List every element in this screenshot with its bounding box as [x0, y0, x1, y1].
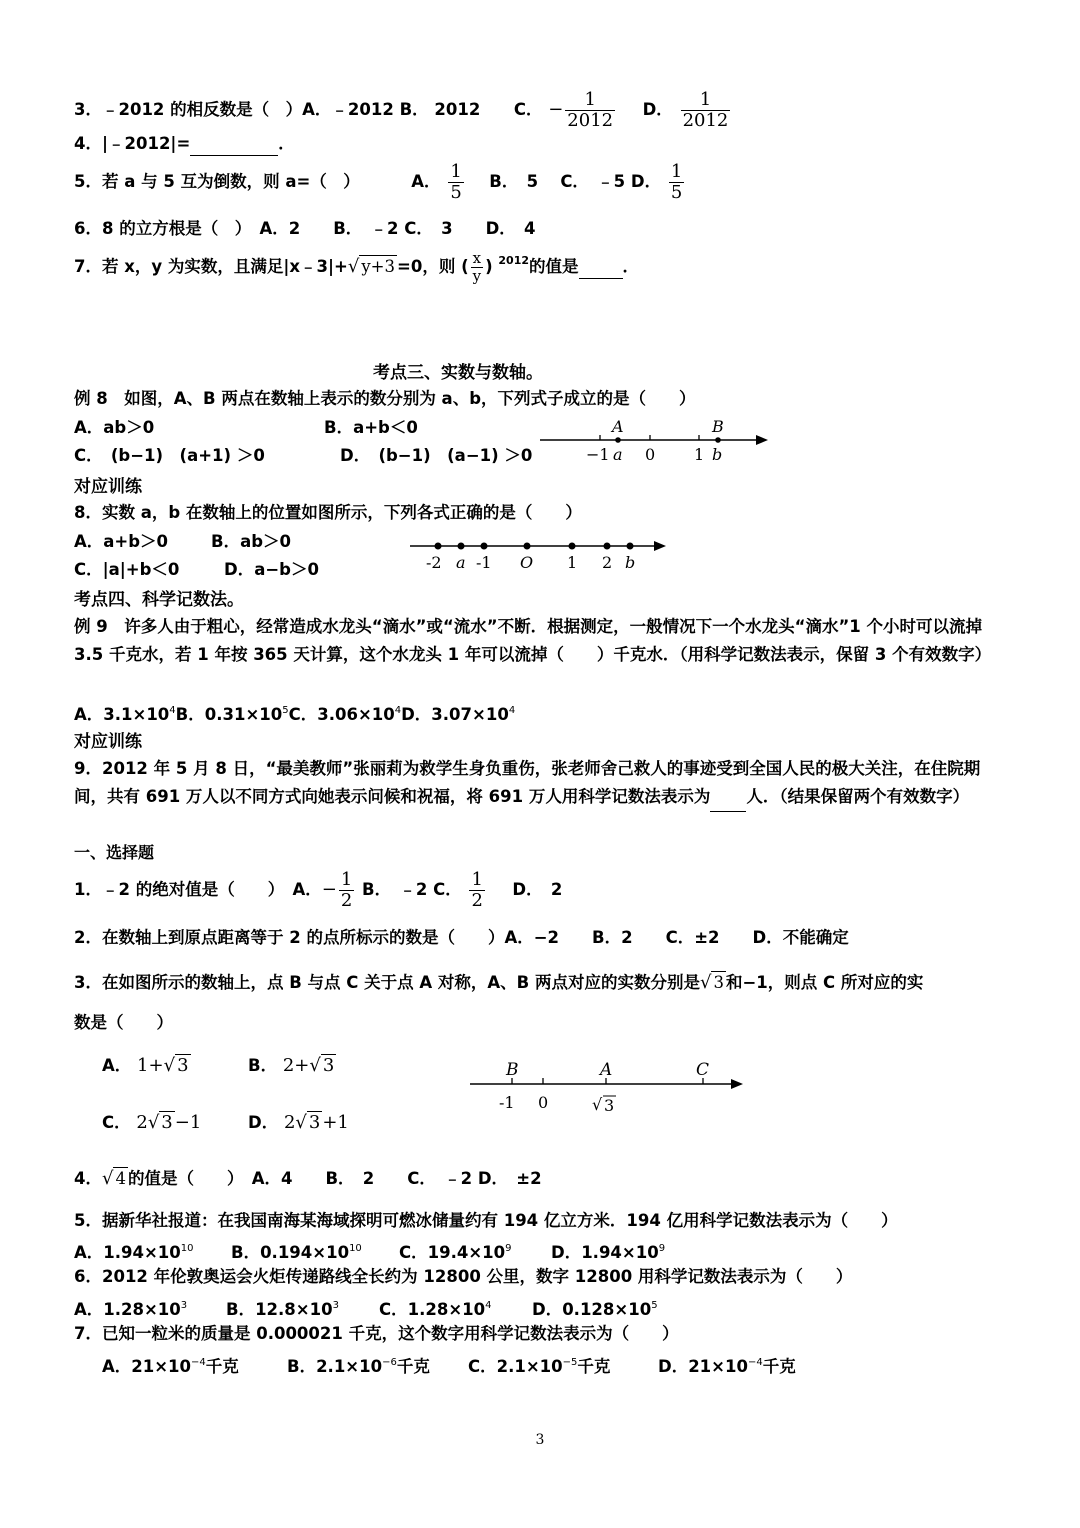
option-a: A．$21\times 10^{-4}$千克 — [102, 1356, 239, 1376]
label-b: b — [625, 553, 636, 572]
question-8-option-d: D．a−b＞0 — [224, 560, 319, 579]
answer-blank — [710, 783, 746, 812]
problem-6-options — [74, 1295, 658, 1321]
option-d: D．$1.94\times 10^9$ — [551, 1242, 666, 1262]
point-b — [627, 543, 634, 550]
answer-blank — [190, 133, 278, 156]
problem-7: 7．已知一粒米的质量是 0.000021 千克，这个数字用科学记数法表示为（ ） — [74, 1324, 679, 1343]
problem-3-option-a: A． 1+√ 3 — [102, 1055, 189, 1076]
problem-5: 5．据新华社报道：在我国南海某海域探明可燃冰储量约有 194 亿立方米．194 亿用科学记数法表示为（ ） — [74, 1211, 898, 1230]
number-line-example-8 — [536, 416, 776, 468]
example-8-option-d: D． (b−1) (a−1) ＞0 — [340, 446, 533, 465]
problem-2: 2．在数轴上到原点距离等于 2 的点所标示的数是（ ）A．−2 B．2 C．±2 D．不能确定 — [74, 928, 849, 947]
question-4a: 4．|﹣2012|= ． — [74, 133, 295, 156]
question-9: 9．2012 年 5 月 8 日，“最美教师”张丽莉为救学生身负重伤，张老师舍己救人的事迹受到全国人民的极大关注，在住院期间，共有 691 万人以不同方式向她表示问候和祝福，将 691 万人用科学记数法表示为 人．（结果保留两个有效数字） — [74, 755, 1012, 812]
label-minus-one: -1 — [499, 1093, 515, 1112]
option-c: C．$2.1\times 10^{-5}$千克 — [468, 1356, 611, 1376]
example-9: 例 9 许多人由于粗心，经常造成水龙头“滴水”或“流水”不断．根据测定，一般情况下一个水龙头“滴水”1 个小时可以流掉 3.5 千克水，若 1 年按 365 天计算，这个水龙头 1 年可以流掉（ ）千克水．（用科学记数法表示，保留 3 个有效数字） — [74, 617, 992, 664]
question-3a: 3．﹣2012 的相反数是（ ）A．﹣2012 B． 2012 C． − $\frac{1}{2012}$ D． $\frac{1}{2012}$ — [74, 89, 729, 131]
problem-3-option-c: C． 2√ 3 −1 — [102, 1112, 202, 1133]
label-A: A — [600, 1060, 613, 1080]
option-a: A．$3.1\times 10^4$ — [74, 704, 176, 724]
answer-blank — [579, 256, 623, 279]
option-d: D．$3.07\times 10^4$ — [401, 704, 516, 724]
problem-1: 1．﹣2 的绝对值是（ ） A．− $\frac{1}{2}$ B． ﹣2 C． $\frac{1}{2}$ D． 2 — [74, 869, 563, 911]
problem-5-options — [74, 1238, 665, 1264]
label-A: A — [612, 417, 624, 436]
point-origin — [524, 543, 531, 550]
option-d: D．$21\times 10^{-4}$千克 — [658, 1356, 796, 1376]
section-heading-3: 考点三、实数与数轴。 — [373, 363, 543, 383]
label-two: 2 — [602, 553, 613, 572]
fraction-d: $\frac{1}{5}$ — [670, 161, 683, 203]
option-b: B．$12.8\times 10^3$ — [226, 1299, 339, 1319]
point-a — [458, 543, 465, 550]
label-one: 1 — [567, 553, 578, 572]
option-b: B．$0.31\times 10^5$ — [175, 704, 289, 724]
label-minus-one: -1 — [476, 553, 492, 572]
page-number: 3 — [535, 1432, 545, 1448]
question-6a: 6．8 的立方根是（ ） A．2 B． ﹣2 C． 3 D． 4 — [74, 219, 536, 238]
fraction-c: $\frac{1}{2}$ — [471, 869, 483, 911]
label-zero: 0 — [645, 445, 656, 464]
fraction-d: $\frac{1}{2012}$ — [682, 89, 729, 131]
option-c: C．$1.28\times 10^4$ — [379, 1299, 492, 1319]
section-heading-4: 考点四、科学记数法。 — [74, 590, 244, 610]
point-minus-one — [481, 543, 488, 550]
option-d: D．$0.128\times 10^5$ — [532, 1299, 658, 1319]
point-b — [715, 437, 721, 443]
question-5a: 5．若 a 与 5 互为倒数，则 a=（ ） A． $\frac{1}{5}$ B． 5 C． ﹣5 D． $\frac{1}{5}$ — [74, 161, 683, 203]
label-B: B — [506, 1060, 519, 1080]
point-two — [604, 543, 611, 550]
question-8-option-a: A．a+b＞0 — [74, 532, 169, 551]
training-heading-2: 对应训练 — [74, 732, 142, 752]
problem-3: 3．在如图所示的数轴上，点 B 与点 C 关于点 A 对称，A、B 两点对应的实数分别是√ 3 和−1，则点 C 所对应的实 — [74, 972, 924, 993]
example-9-options — [74, 700, 515, 726]
fraction-xy: $\frac{x}{y}$ — [472, 249, 482, 285]
point-one — [569, 543, 576, 550]
option-c: C．$3.06\times 10^4$ — [288, 704, 402, 724]
number-line-question-8 — [408, 534, 673, 576]
point-minus-two — [435, 543, 442, 550]
label-sqrt-three-sign: √ — [592, 1095, 603, 1114]
problem-3-option-b: B． 2+√ 3 — [248, 1055, 335, 1076]
part-heading-choice: 一、选择题 — [74, 843, 155, 862]
option-b: B．$0.194\times 10^{10}$ — [231, 1242, 362, 1262]
fraction-c: $\frac{1}{2012}$ — [567, 89, 614, 131]
problem-7-options — [102, 1352, 796, 1378]
label-a: a — [613, 445, 623, 464]
fraction-a: $\frac{1}{2}$ — [340, 869, 353, 911]
question-8: 8．实数 a，b 在数轴上的位置如图所示，下列各式正确的是（ ） — [74, 503, 582, 522]
point-a — [615, 437, 621, 443]
example-8-option-a: A．ab＞0 — [74, 418, 155, 437]
option-b: B．$2.1\times 10^{-6}$千克 — [287, 1356, 430, 1376]
label-C: C — [696, 1060, 710, 1080]
label-minus-one: −1 — [586, 445, 610, 464]
example-8-option-b: B．a+b＜0 — [324, 418, 418, 437]
problem-6: 6．2012 年伦敦奥运会火炬传递路线全长约为 12800 公里，数字 12800 用科学记数法表示为（ ） — [74, 1267, 853, 1286]
label-B: B — [712, 417, 724, 436]
example-8-option-c: C． (b−1) (a+1) ＞0 — [74, 446, 265, 465]
training-heading-1: 对应训练 — [74, 477, 142, 497]
fraction-a: $\frac{1}{5}$ — [450, 161, 462, 203]
label-zero: 0 — [538, 1093, 549, 1112]
example-8: 例 8 如图，A、B 两点在数轴上表示的数分别为 a、b，下列式子成立的是（ ） — [74, 389, 696, 408]
option-a: A．$1.28\times 10^3$ — [74, 1299, 188, 1319]
question-8-option-c: C．|a|+b＜0 — [74, 560, 180, 579]
question-8-option-b: B．ab＞0 — [211, 532, 292, 551]
label-a: a — [456, 553, 466, 572]
problem-3-option-d: D． 2√ 3 +1 — [248, 1112, 349, 1133]
option-a: A．$1.94\times 10^{10}$ — [74, 1242, 194, 1262]
problem-3-line2: 数是（ ） — [74, 1013, 173, 1032]
number-line-problem-3 — [466, 1058, 751, 1120]
label-minus-two: -2 — [426, 553, 442, 572]
option-c: C．$19.4\times 10^9$ — [399, 1242, 512, 1262]
label-origin: O — [520, 553, 534, 572]
question-7a: 7．若 x，y 为实数，且满足|x﹣3|+√ y+3 =0，则 ( $\frac{x}{y}$ ) 2012的值是 ． — [74, 249, 640, 285]
label-b: b — [712, 445, 723, 464]
label-sqrt-three: 3 — [604, 1096, 615, 1115]
problem-4: 4．√ 4 的值是（ ） A．4 B． 2 C． ﹣2 D． ±2 — [74, 1168, 542, 1189]
label-one: 1 — [694, 445, 705, 464]
